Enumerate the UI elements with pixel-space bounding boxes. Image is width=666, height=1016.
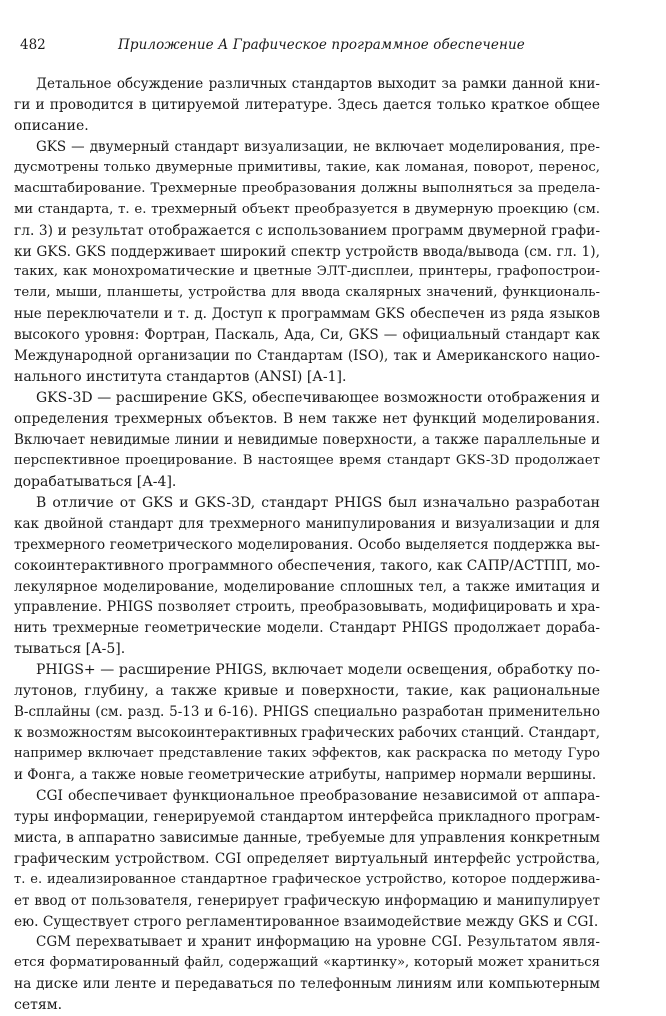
text-line: т. е. идеализированное стандартное графическое устройство, которое поддержива- [14, 871, 600, 887]
text-line: перспективное проецирование. В настоящее время стандарт GKS-3D продолжает [14, 452, 600, 468]
running-head: Приложение А Графическое программное обеспечение [118, 37, 525, 53]
text-line: GKS — двумерный стандарт визуализации, не включает моделирования, пре- [36, 138, 600, 155]
text-line: масштабирование. Трехмерные преобразования должны выполняться за предела- [14, 180, 600, 196]
text-line: тываться [А-5]. [14, 641, 126, 658]
page-number: 482 [20, 37, 46, 53]
text-line: графическим устройством. CGI определяет виртуальный интерфейс устройства, [14, 850, 600, 867]
text-line: ные переключатели и т. д. Доступ к программам GKS обеспечен из ряда языков [14, 306, 600, 323]
text-line: лутонов, глубину, а также кривые и поверхности, такие, как рациональные [14, 683, 600, 700]
text-line: высокого уровня: Фортран, Паскаль, Ада, Си, GKS — официальный стандарт как [14, 327, 600, 344]
text-line: лекулярное моделирование, моделирование сплошных тел, а также имитация и [14, 578, 600, 595]
text-line: на диске или ленте и передаваться по телефонным линиям или компьютерным [14, 976, 600, 993]
text-line: ки GKS. GKS поддерживает широкий спектр устройств ввода/вывода (см. гл. 1), [14, 243, 600, 260]
page-header [20, 37, 620, 59]
text-line: миста, в аппаратно зависимые данные, требуемые для управления конкретным [14, 829, 600, 846]
paragraph [14, 932, 600, 1016]
text-line: PHIGS+ — расширение PHIGS, включает модели освещения, обработку по- [36, 662, 600, 679]
body-text [14, 74, 600, 1016]
paragraph [14, 493, 600, 661]
paragraph [14, 137, 600, 388]
text-line: туры информации, генерируемой стандартом интерфейса прикладного програм- [14, 808, 600, 825]
text-line: управление. PHIGS позволяет строить, преобразовывать, модифицировать и хра- [14, 599, 600, 616]
text-line: например включает представление таких эффектов, как раскраска по методу Гуро [14, 746, 600, 761]
paragraph [14, 74, 600, 137]
text-line: гл. 3) и результат отображается с использованием программ двумерной графи- [14, 222, 600, 239]
text-line: Международной организации по Стандартам (ISO), так и Американского нацио- [14, 348, 600, 365]
paragraph [14, 786, 600, 933]
paragraph [14, 388, 600, 493]
paragraph [14, 660, 600, 786]
text-line: GKS-3D — расширение GKS, обеспечивающее возможности отображения и [36, 390, 600, 407]
text-line: тели, мыши, планшеты, устройства для ввода скалярных значений, функциональ- [14, 285, 600, 301]
text-line: определения трехмерных объектов. В нем также нет функций моделирования. [14, 411, 600, 427]
text-line: дусмотрены только двумерные примитивы, такие, как ломаная, поворот, перенос, [14, 159, 600, 175]
text-line: Включает невидимые линии и невидимые поверхности, а также параллельные и [14, 431, 600, 448]
text-line: нить трехмерные геометрические модели. Стандарт PHIGS продолжает дораба- [14, 620, 600, 637]
text-line: ми стандарта, т. е. трехмерный объект преобразуется в двумерную проекцию (см. [14, 201, 600, 217]
text-line: как двойной стандарт для трехмерного манипулирования и визуализации и для [14, 515, 600, 532]
text-line: нального института стандартов (ANSI) [А-1]. [14, 369, 347, 386]
text-line: В отличие от GKS и GKS-3D, стандарт PHIGS был изначально разработан [36, 494, 600, 511]
text-line: ет ввод от пользователя, генерирует графическую информацию и манипулирует [14, 892, 600, 909]
text-line: ги и проводится в цитируемой литературе. Здесь дается только краткое общее [14, 96, 600, 113]
text-line: и Фонга, а также новые геометрические атрибуты, например нормали вершины. [14, 766, 597, 783]
text-line: сокоинтерактивного программного обеспечения, такого, как САПР/АСТПП, мо- [14, 557, 601, 574]
text-line: CGM перехватывает и хранит информацию на уровне CGI. Результатом явля- [36, 934, 600, 951]
text-line: CGI обеспечивает функциональное преобразование независимой от аппара- [36, 787, 600, 804]
text-line: дорабатываться [А-4]. [14, 473, 177, 490]
text-line: ется форматированный файл, содержащий «картинку», который может храниться [14, 955, 600, 971]
text-line: сетям. [14, 997, 63, 1014]
text-line: описание. [14, 117, 89, 134]
text-line: трехмерного геометрического моделирования. Особо выделяется поддержка вы- [14, 536, 600, 553]
text-line: В-сплайны (см. разд. 5-13 и 6-16). PHIGS специально разработан применительно [14, 704, 600, 721]
text-line: к возможностям высокоинтерактивных графических рабочих станций. Стандарт, [14, 725, 601, 742]
text-line: таких, как монохроматические и цветные ЭЛТ-дисплеи, принтеры, графопострои- [14, 264, 600, 280]
text-line: ею. Существует строго регламентированное взаимодействие между GKS и CGI. [14, 913, 599, 930]
text-line: Детальное обсуждение различных стандартов выходит за рамки данной кни- [36, 76, 600, 92]
